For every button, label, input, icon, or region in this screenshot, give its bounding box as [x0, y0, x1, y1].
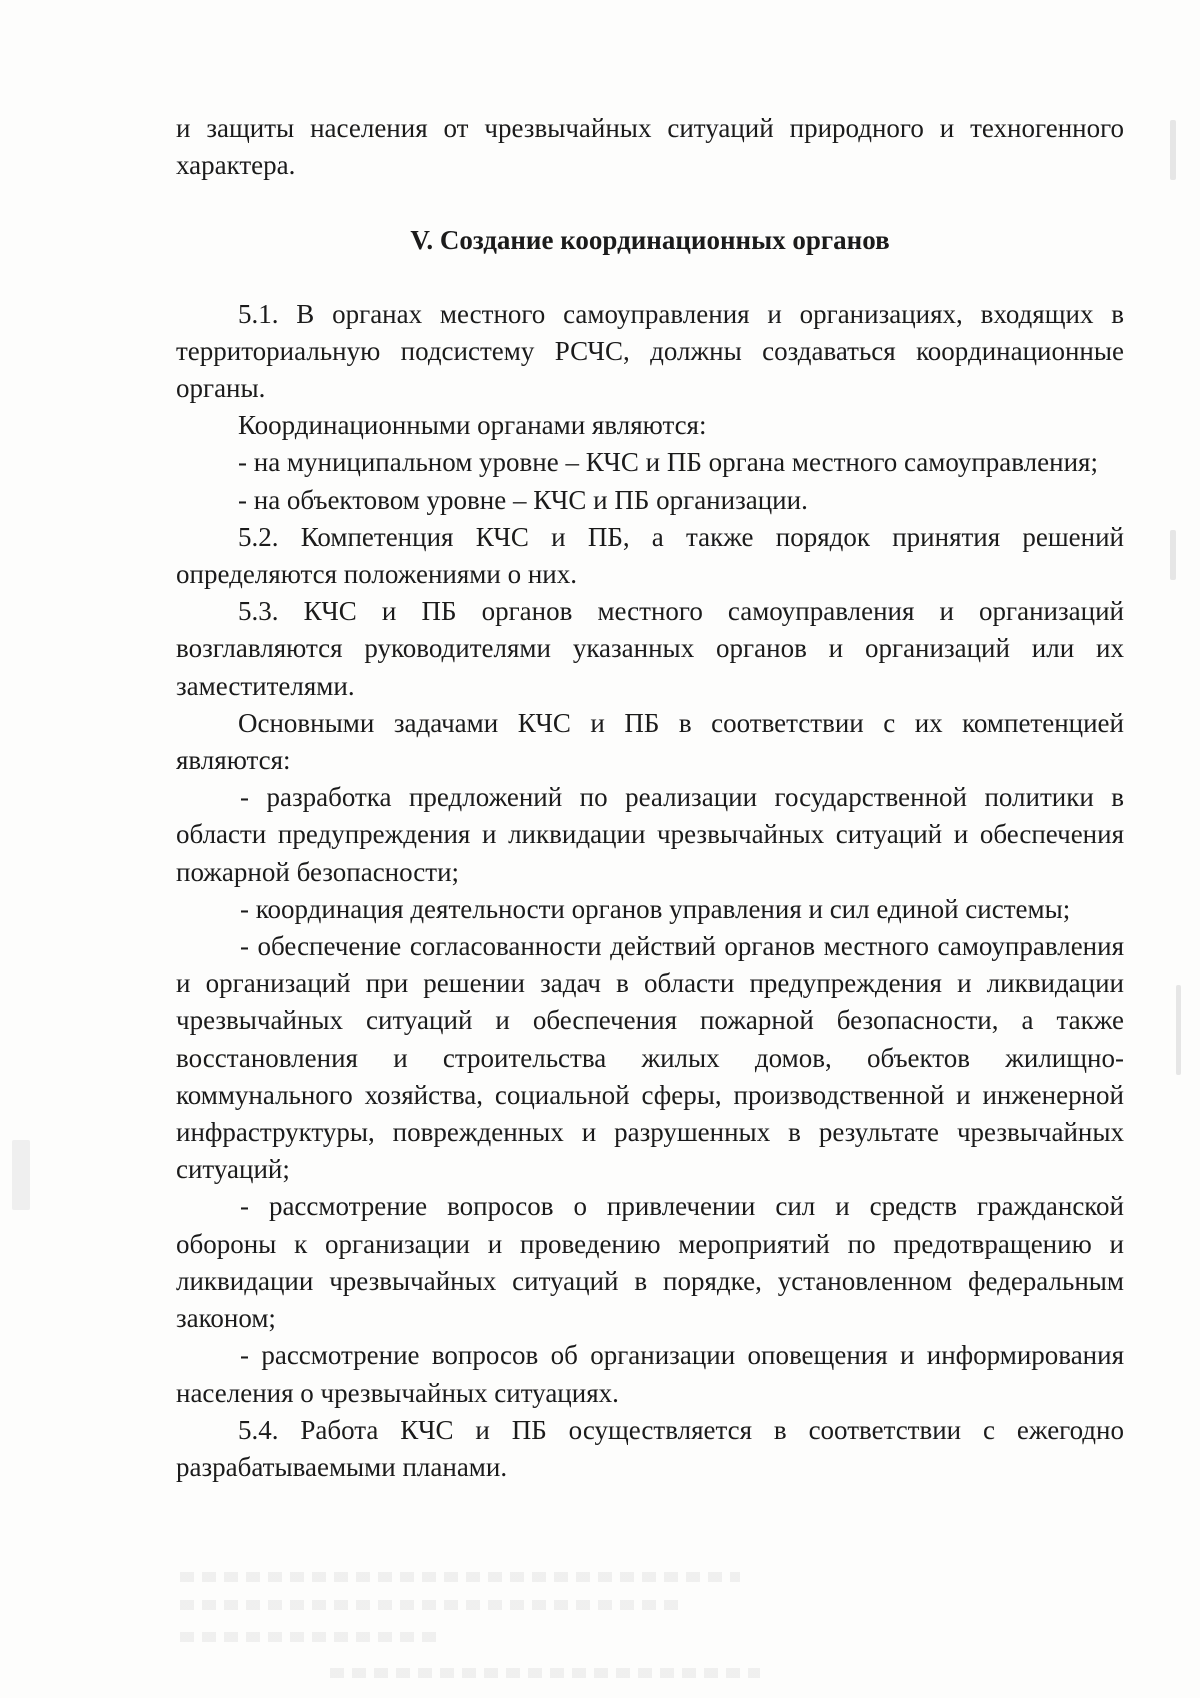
scan-mark-right-low	[1176, 985, 1181, 1075]
paragraph-5-1: 5.1. В органах местного самоуправления и организациях, входящих в территориальную подсистему РСЧС, должны создаваться координационные органы.	[176, 298, 1124, 404]
document-body	[176, 110, 1124, 1486]
task-item-4: - рассмотрение вопросов о привлечении сил и средств гражданской обороны к организации и проведению мероприятий по предотвращению и ликвидации чрезвычайных ситуаций в порядке, установленном федеральным законом;	[176, 1191, 1124, 1334]
tasks-intro: Основными задачами КЧС и ПБ в соответствии с их компетенцией являются:	[176, 707, 1124, 776]
ghost-line-1	[180, 1572, 740, 1582]
paragraph-5-3: 5.3. КЧС и ПБ органов местного самоуправления и организаций возглавляются руководителями указанных органов и организаций или их заместителями.	[176, 596, 1124, 701]
scan-mark-right-mid	[1170, 530, 1176, 580]
task-item-1: - разработка предложений по реализации государственной политики в области предупреждения и ликвидации чрезвычайных ситуаций и обеспечения пожарной безопасности;	[176, 782, 1124, 887]
paragraph-5-2: 5.2. Компетенция КЧС и ПБ, а также порядок принятия решений определяются положениями о них.	[176, 521, 1124, 590]
task-item-2: - координация деятельности органов управления и сил единой системы;	[240, 893, 1071, 924]
ghost-line-4	[330, 1668, 760, 1678]
ghost-line-3	[180, 1632, 440, 1642]
scan-mark-left-low	[12, 1140, 30, 1210]
task-item-5: - рассмотрение вопросов об организации оповещения и информирования населения о чрезвычайных ситуациях.	[176, 1340, 1124, 1408]
coordination-item-object: - на объектовом уровне – КЧС и ПБ организации.	[238, 484, 808, 515]
section-heading: V. Создание координационных органов	[410, 225, 890, 256]
scan-mark-right-top	[1170, 120, 1176, 180]
coordination-bodies-intro: Координационными органами являются:	[238, 410, 707, 441]
intro-paragraph: и защиты населения от чрезвычайных ситуаций природного и техногенного характера.	[176, 113, 1124, 181]
paragraph-5-4: 5.4. Работа КЧС и ПБ осуществляется в соответствии с ежегодно разрабатываемыми планами.	[176, 1414, 1124, 1482]
coordination-item-municipal: - на муниципальном уровне – КЧС и ПБ органа местного самоуправления;	[238, 447, 1098, 478]
ghost-line-2	[180, 1600, 680, 1610]
task-item-3: - обеспечение согласованности действий органов местного самоуправления и организаций при решении задач в области предупреждения и ликвидации чрезвычайных ситуаций и обеспечения пожарной безопасности, а также восстановления и строительства жилых домов, объектов жилищно-коммунального хозяйства, социальной сферы, производственной и инженерной инфраструктуры, поврежденных и разрушенных в результате чрезвычайных ситуаций;	[176, 931, 1124, 1185]
